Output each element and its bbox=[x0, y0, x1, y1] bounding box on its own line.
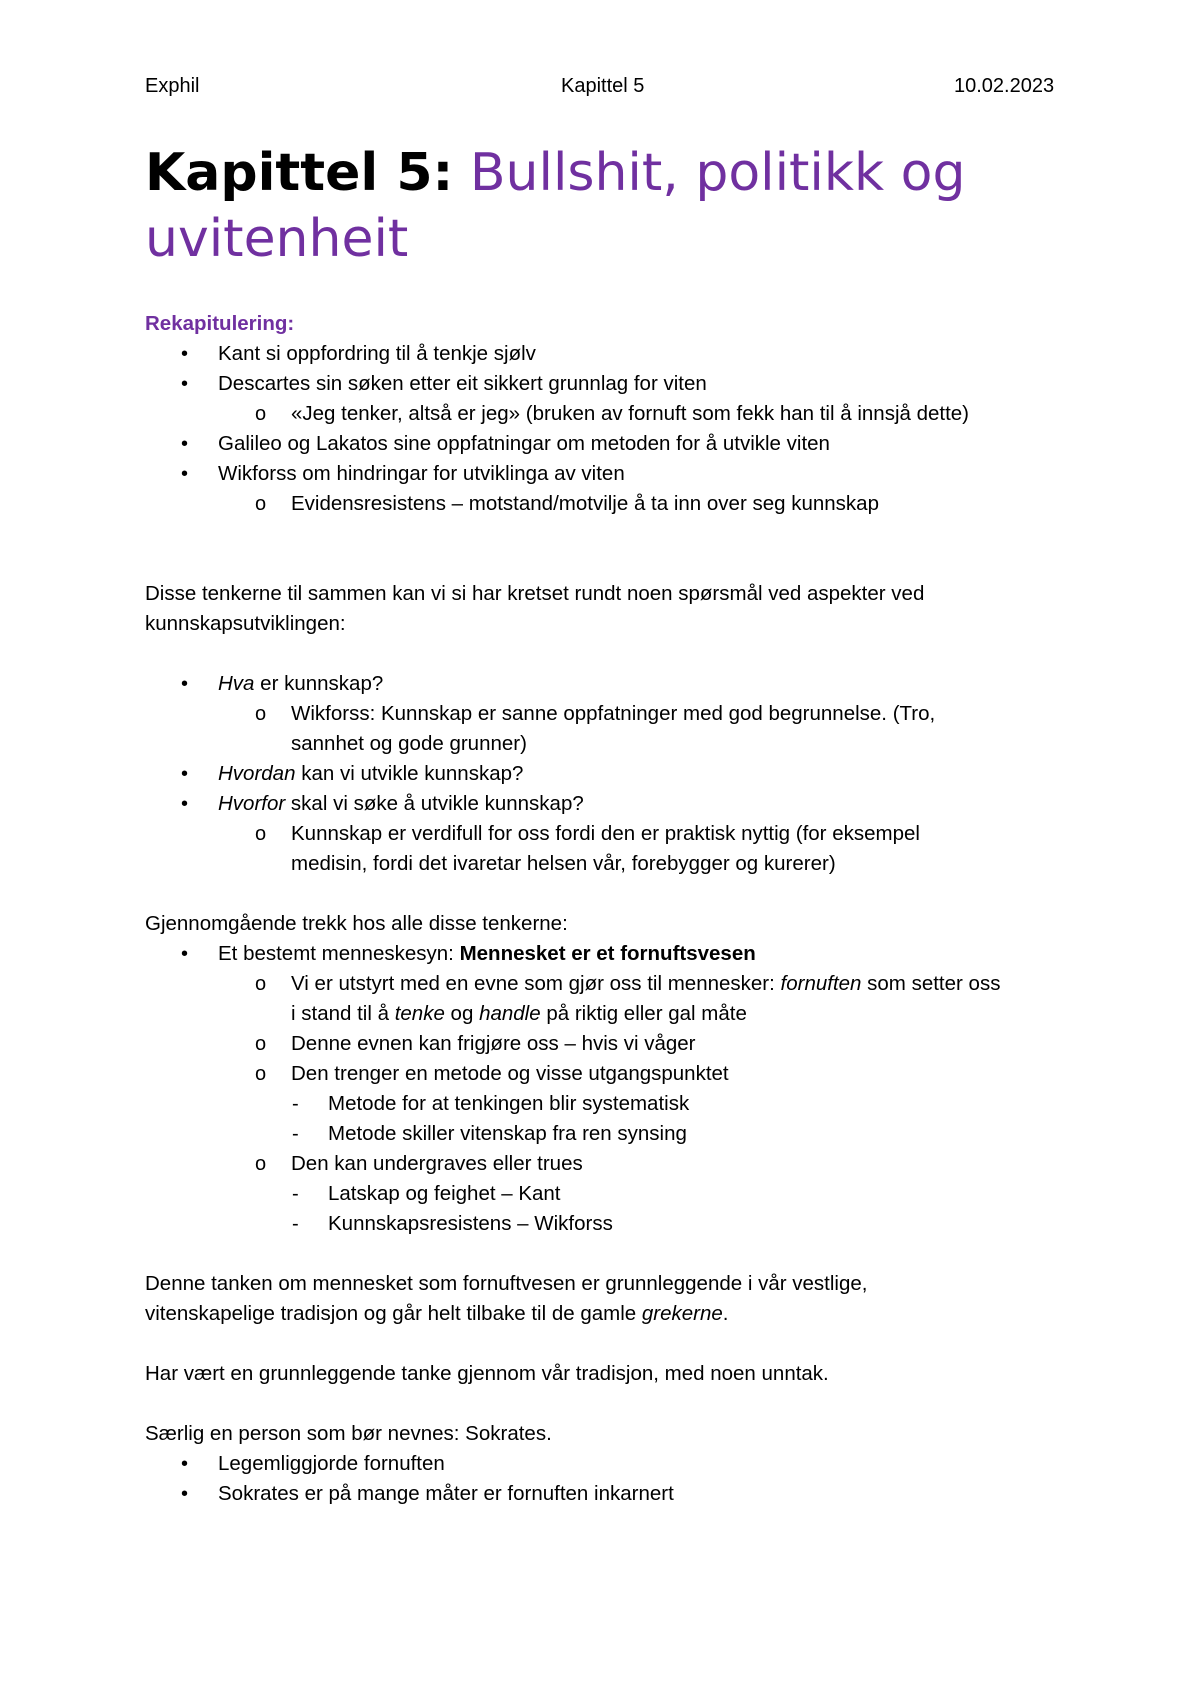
header-chapter: Kapittel 5 bbox=[561, 75, 645, 97]
title-main: Kapittel 5: bbox=[145, 143, 454, 203]
list-item: o «Jeg tenker, altså er jeg» (bruken av fornuft som fekk han til å innsjå dette) bbox=[145, 399, 1065, 429]
circle-bullet-icon: o bbox=[255, 1063, 267, 1085]
list-item: • Et bestemt menneskesyn: Mennesket er et fornuftsvesen bbox=[145, 939, 1065, 969]
dash-bullet-icon: - bbox=[292, 1093, 299, 1115]
header-date: 10.02.2023 bbox=[954, 75, 1055, 97]
circle-bullet-icon: o bbox=[255, 703, 267, 725]
list-item: • Kant si oppfordring til å tenkje sjølv bbox=[145, 339, 1065, 369]
list-item: o Den kan undergraves eller trues bbox=[145, 1149, 1065, 1179]
list-item-continuation: medisin, fordi det ivaretar helsen vår, forebygger og kurerer) bbox=[291, 852, 836, 875]
dash-bullet-icon: - bbox=[292, 1183, 299, 1205]
page-title bbox=[145, 140, 1065, 272]
dash-bullet-icon: - bbox=[292, 1213, 299, 1235]
list-item: o Vi er utstyrt med en evne som gjør oss til mennesker: fornuften som setter oss bbox=[145, 969, 1065, 999]
list-item: • Wikforss om hindringar for utviklinga av viten bbox=[145, 459, 1065, 489]
list-item: • Hva er kunnskap? bbox=[145, 669, 1065, 699]
bullet-icon: • bbox=[181, 793, 189, 815]
list-item: o Evidensresistens – motstand/motvilje å ta inn over seg kunnskap bbox=[145, 489, 1065, 519]
header-course: Exphil bbox=[145, 75, 200, 97]
bullet-icon: • bbox=[181, 433, 189, 455]
bullet-icon: • bbox=[181, 463, 189, 485]
list-item: o Kunnskap er verdifull for oss fordi den er praktisk nyttig (for eksempel bbox=[145, 819, 1065, 849]
list-item: • Descartes sin søken etter eit sikkert grunnlag for viten bbox=[145, 369, 1065, 399]
list-item: o Denne evnen kan frigjøre oss – hvis vi våger bbox=[145, 1029, 1065, 1059]
recap-heading: Rekapitulering: bbox=[145, 312, 295, 335]
list-item: - Metode for at tenkingen blir systematisk bbox=[145, 1089, 1065, 1119]
dash-bullet-icon: - bbox=[292, 1123, 299, 1145]
bullet-icon: • bbox=[181, 373, 189, 395]
circle-bullet-icon: o bbox=[255, 1153, 267, 1175]
paragraph-line: Denne tanken om mennesket som fornuftvesen er grunnleggende i vår vestlige, bbox=[145, 1272, 868, 1295]
bullet-icon: • bbox=[181, 1483, 189, 1505]
bullet-icon: • bbox=[181, 673, 189, 695]
title-subtitle: Bullshit, politikk og uvitenheit bbox=[145, 143, 966, 269]
list-item-continuation: sannhet og gode grunner) bbox=[291, 732, 527, 755]
list-item: • Hvordan kan vi utvikle kunnskap? bbox=[145, 759, 1065, 789]
list-item: • Sokrates er på mange måter er fornuften inkarnert bbox=[145, 1479, 1065, 1509]
list-item: • Hvorfor skal vi søke å utvikle kunnskap? bbox=[145, 789, 1065, 819]
circle-bullet-icon: o bbox=[255, 823, 267, 845]
bullet-icon: • bbox=[181, 1453, 189, 1475]
list-item: o Wikforss: Kunnskap er sanne oppfatninger med god begrunnelse. (Tro, bbox=[145, 699, 1065, 729]
bullet-icon: • bbox=[181, 343, 189, 365]
list-item: - Latskap og feighet – Kant bbox=[145, 1179, 1065, 1209]
bullet-icon: • bbox=[181, 763, 189, 785]
bullet-icon: • bbox=[181, 943, 189, 965]
section-heading: Særlig en person som bør nevnes: Sokrates. bbox=[145, 1422, 552, 1445]
list-item-continuation: i stand til å tenke og handle på riktig eller gal måte bbox=[291, 1002, 747, 1025]
paragraph-line: Har vært en grunnleggende tanke gjennom vår tradisjon, med noen unntak. bbox=[145, 1362, 829, 1385]
list-item: - Kunnskapsresistens – Wikforss bbox=[145, 1209, 1065, 1239]
list-item: • Galileo og Lakatos sine oppfatningar om metoden for å utvikle viten bbox=[145, 429, 1065, 459]
list-item: • Legemliggjorde fornuften bbox=[145, 1449, 1065, 1479]
document-body bbox=[145, 309, 1065, 1509]
paragraph-line: vitenskapelige tradisjon og går helt tilbake til de gamle grekerne. bbox=[145, 1302, 729, 1325]
circle-bullet-icon: o bbox=[255, 973, 267, 995]
circle-bullet-icon: o bbox=[255, 493, 267, 515]
section-heading: Gjennomgående trekk hos alle disse tenkerne: bbox=[145, 912, 568, 935]
paragraph-line: kunnskapsutviklingen: bbox=[145, 612, 346, 635]
list-item: o Den trenger en metode og visse utgangspunktet bbox=[145, 1059, 1065, 1089]
paragraph-line: Disse tenkerne til sammen kan vi si har kretset rundt noen spørsmål ved aspekter ved bbox=[145, 582, 925, 605]
circle-bullet-icon: o bbox=[255, 1033, 267, 1055]
circle-bullet-icon: o bbox=[255, 403, 267, 425]
list-item: - Metode skiller vitenskap fra ren synsing bbox=[145, 1119, 1065, 1149]
